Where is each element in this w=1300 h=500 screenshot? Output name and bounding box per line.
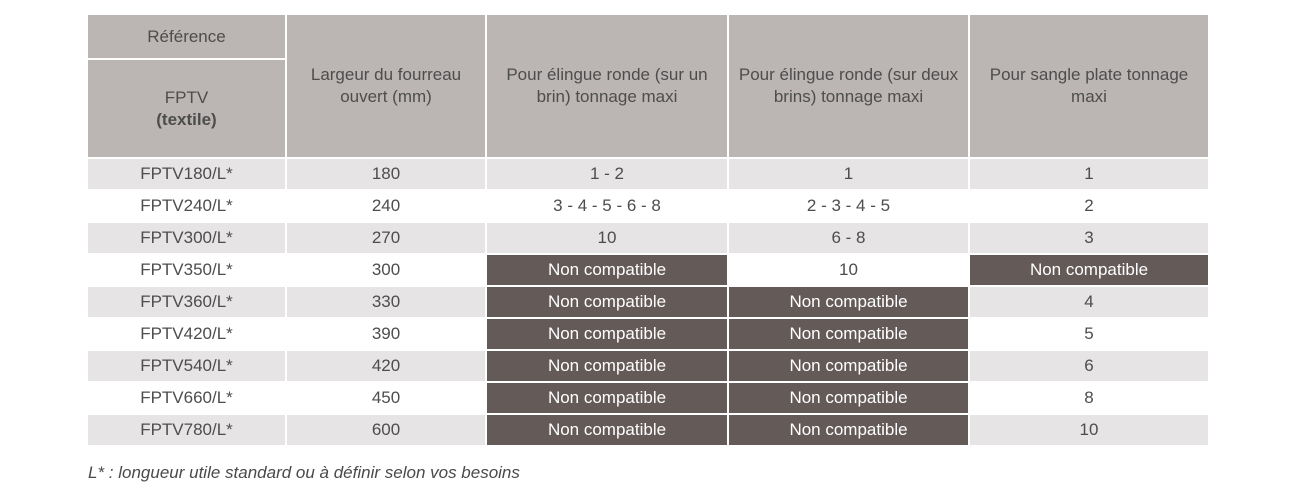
table-row xyxy=(88,287,1208,317)
footnote: L* : longueur utile standard ou à définir selon vos besoins xyxy=(88,463,520,482)
cell-flat-strap: Non compatible xyxy=(970,255,1208,285)
table-row xyxy=(88,415,1208,445)
header-round-sling-two-strands: Pour élingue ronde (sur deux brins) tonnage maxi xyxy=(729,15,968,157)
cell-round-sling-two-strands: Non compatible xyxy=(729,319,968,349)
cell-flat-strap: 4 xyxy=(970,287,1208,317)
cell-round-sling-two-strands: Non compatible xyxy=(729,351,968,381)
cell-round-sling-one-strand: Non compatible xyxy=(487,287,727,317)
cell-flat-strap: 2 xyxy=(970,191,1208,221)
header-flat-strap: Pour sangle plate tonnage maxi xyxy=(970,15,1208,157)
cell-flat-strap: 8 xyxy=(970,383,1208,413)
cell-reference: FPTV780/L* xyxy=(88,415,285,445)
cell-reference: FPTV420/L* xyxy=(88,319,285,349)
table-body xyxy=(88,159,1208,445)
cell-reference: FPTV350/L* xyxy=(88,255,285,285)
table-row xyxy=(88,351,1208,381)
table-row xyxy=(88,319,1208,349)
cell-round-sling-one-strand: Non compatible xyxy=(487,351,727,381)
table-row xyxy=(88,159,1208,189)
cell-width: 330 xyxy=(287,287,485,317)
cell-round-sling-two-strands: 10 xyxy=(729,255,968,285)
header-reference: Référence xyxy=(88,15,285,58)
header-row xyxy=(88,15,1208,58)
cell-reference: FPTV240/L* xyxy=(88,191,285,221)
cell-flat-strap: 1 xyxy=(970,159,1208,189)
cell-width: 450 xyxy=(287,383,485,413)
cell-round-sling-two-strands: 6 - 8 xyxy=(729,223,968,253)
cell-round-sling-one-strand: Non compatible xyxy=(487,383,727,413)
cell-round-sling-one-strand: Non compatible xyxy=(487,255,727,285)
table-row xyxy=(88,223,1208,253)
table-row xyxy=(88,191,1208,221)
header-product-family xyxy=(88,60,285,157)
specification-table xyxy=(86,13,1210,447)
cell-round-sling-one-strand: 3 - 4 - 5 - 6 - 8 xyxy=(487,191,727,221)
cell-width: 240 xyxy=(287,191,485,221)
cell-reference: FPTV660/L* xyxy=(88,383,285,413)
table-row xyxy=(88,255,1208,285)
cell-width: 270 xyxy=(287,223,485,253)
cell-reference: FPTV300/L* xyxy=(88,223,285,253)
cell-round-sling-two-strands: Non compatible xyxy=(729,383,968,413)
cell-round-sling-one-strand: 1 - 2 xyxy=(487,159,727,189)
header-round-sling-one-strand: Pour élingue ronde (sur un brin) tonnage maxi xyxy=(487,15,727,157)
cell-round-sling-one-strand: Non compatible xyxy=(487,415,727,445)
cell-reference: FPTV180/L* xyxy=(88,159,285,189)
cell-round-sling-one-strand: 10 xyxy=(487,223,727,253)
cell-round-sling-two-strands: 1 xyxy=(729,159,968,189)
cell-reference: FPTV540/L* xyxy=(88,351,285,381)
table-row xyxy=(88,383,1208,413)
cell-width: 300 xyxy=(287,255,485,285)
cell-flat-strap: 6 xyxy=(970,351,1208,381)
cell-flat-strap: 5 xyxy=(970,319,1208,349)
cell-width: 600 xyxy=(287,415,485,445)
cell-round-sling-one-strand: Non compatible xyxy=(487,319,727,349)
cell-width: 420 xyxy=(287,351,485,381)
cell-flat-strap: 3 xyxy=(970,223,1208,253)
product-family-label: FPTV xyxy=(164,87,209,107)
cell-flat-strap: 10 xyxy=(970,415,1208,445)
cell-width: 390 xyxy=(287,319,485,349)
cell-reference: FPTV360/L* xyxy=(88,287,285,317)
cell-round-sling-two-strands: Non compatible xyxy=(729,415,968,445)
cell-round-sling-two-strands: Non compatible xyxy=(729,287,968,317)
table-header xyxy=(88,15,1208,157)
cell-round-sling-two-strands: 2 - 3 - 4 - 5 xyxy=(729,191,968,221)
material-label: (textile) xyxy=(156,109,217,129)
cell-width: 180 xyxy=(287,159,485,189)
header-width: Largeur du fourreau ouvert (mm) xyxy=(287,15,485,157)
